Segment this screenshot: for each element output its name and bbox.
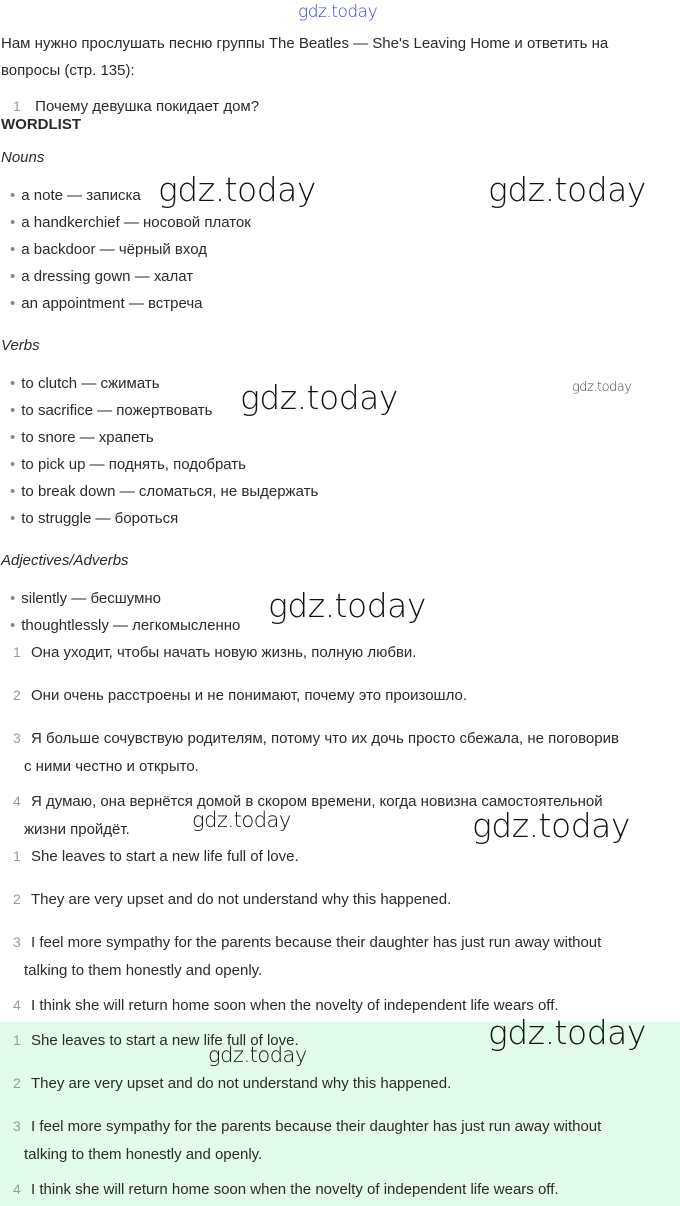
clipped-question: 1 Почему девушка покидает дом? [13, 98, 260, 114]
answer-highlight-3-cont: talking to them honestly and openly. [24, 1146, 263, 1163]
answer-highlight-4: 4 I think she will return home soon when the novelty of independent life wears off. [13, 1181, 559, 1198]
answer-ru-4-cont: жизни пройдёт. [24, 821, 130, 838]
wordlist-title: WORDLIST [1, 116, 81, 133]
answer-en-4: 4 I think she will return home soon when the novelty of independent life wears off. [13, 997, 559, 1014]
answer-ru-3-cont: с ними честно и открыто. [24, 758, 199, 775]
answer-en-3-cont: talking to them honestly and openly. [24, 962, 263, 979]
verb-item: • to pick up — поднять, подобрать [10, 456, 246, 473]
watermark: gdz.today [298, 2, 378, 22]
answer-ru-1: 1 Она уходит, чтобы начать новую жизнь, полную любви. [13, 644, 417, 661]
answer-en-1: 1 She leaves to start a new life full of love. [13, 848, 299, 865]
answer-en-3: 3 I feel more sympathy for the parents because their daughter has just run away without [13, 934, 602, 951]
nouns-heading: Nouns [1, 149, 45, 166]
verb-item: • to snore — храпеть [10, 429, 154, 446]
verb-item: • to sacrifice — пожертвовать [10, 402, 213, 419]
answer-ru-2: 2 Они очень расстроены и не понимают, почему это произошло. [13, 687, 468, 704]
noun-item: • a dressing gown — халат [10, 268, 194, 285]
answer-highlight-2: 2 They are very upset and do not understand why this happened. [13, 1075, 452, 1092]
verb-item: • to struggle — бороться [10, 510, 179, 527]
adjective-item: • thoughtlessly — легкомысленно [10, 617, 241, 634]
answer-ru-4: 4 Я думаю, она вернётся домой в скором времени, когда новизна самостоятельной [13, 793, 603, 810]
noun-item: • a backdoor — чёрный вход [10, 241, 207, 258]
watermark: gdz.today [192, 808, 291, 832]
answer-ru-3: 3 Я больше сочувствую родителям, потому что их дочь просто сбежала, не поговорив [13, 730, 619, 747]
intro-text: Нам нужно прослушать песню группы The Beatles — She's Leaving Home и ответить на вопросы (стр. 135): [1, 35, 609, 79]
watermark: gdz.today [488, 170, 646, 209]
watermark: gdz.today [240, 378, 398, 417]
noun-item: • an appointment — встреча [10, 295, 203, 312]
verb-item: • to clutch — сжимать [10, 375, 160, 392]
noun-item: • a note — записка [10, 187, 141, 204]
adjectives-heading: Adjectives/Adverbs [1, 552, 129, 569]
watermark: gdz.today [472, 806, 630, 845]
answer-en-2: 2 They are very upset and do not understand why this happened. [13, 891, 452, 908]
watermark: gdz.today [158, 170, 316, 209]
watermark: gdz.today [208, 1043, 307, 1067]
verbs-heading: Verbs [1, 337, 40, 354]
noun-item: • a handkerchief — носовой платок [10, 214, 251, 231]
answer-highlight-1: 1 She leaves to start a new life full of love. [13, 1032, 299, 1049]
adjective-item: • silently — бесшумно [10, 590, 162, 607]
watermark: gdz.today [268, 586, 426, 625]
answer-highlight-3: 3 I feel more sympathy for the parents because their daughter has just run away without [13, 1118, 602, 1135]
watermark: gdz.today [488, 1013, 646, 1052]
watermark: gdz.today [572, 380, 632, 395]
verb-item: • to break down — сломаться, не выдержать [10, 483, 319, 500]
